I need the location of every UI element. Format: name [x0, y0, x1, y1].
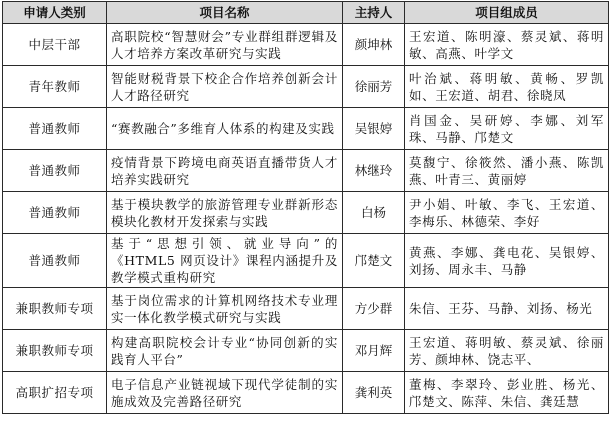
cell-leader: 林继玲 [343, 150, 405, 192]
cell-leader: 颜坤林 [343, 24, 405, 66]
cell-leader: 白杨 [343, 192, 405, 234]
cell-category: 普通教师 [3, 234, 107, 288]
table-row [3, 192, 609, 234]
cell-project: 基于“思想引领、就业导向”的《HTML5 网页设计》课程内涵提升及教学模式重构研究 [107, 234, 343, 288]
cell-category: 兼职教师专项 [3, 330, 107, 372]
table-row [3, 330, 609, 372]
cell-members: 朱信、王芬、马静、刘扬、杨光 [405, 288, 609, 330]
table-row [3, 150, 609, 192]
table-row [3, 288, 609, 330]
cell-members: 王宏道、蒋明敏、蔡灵斌、徐丽芳、颜坤林、饶志平、 [405, 330, 609, 372]
cell-project: 电子信息产业链视域下现代学徒制的实施成效及完善路径研究 [107, 372, 343, 414]
header-project: 项目名称 [107, 2, 343, 24]
cell-project: 基于岗位需求的计算机网络技术专业理实一体化教学模式研究与实践 [107, 288, 343, 330]
project-list-table [2, 1, 609, 414]
cell-category: 普通教师 [3, 150, 107, 192]
cell-leader: 邝楚文 [343, 234, 405, 288]
cell-members: 尹小娟、叶敏、李飞、王宏道、李梅乐、林德荣、李好 [405, 192, 609, 234]
cell-category: 青年教师 [3, 66, 107, 108]
cell-project: 高职院校“智慧财会”专业群组群逻辑及人才培养方案改革研究与实践 [107, 24, 343, 66]
cell-leader: 龚利英 [343, 372, 405, 414]
cell-members: 莫馥宁、徐筱然、潘小燕、陈凯燕、叶青三、黄丽婷 [405, 150, 609, 192]
cell-members: 王宏道、陈明濠、蔡灵斌、蒋明敏、高燕、叶学文 [405, 24, 609, 66]
cell-leader: 吴银婷 [343, 108, 405, 150]
header-leader: 主持人 [343, 2, 405, 24]
cell-members: 黄燕、李娜、龚电花、吴银婷、刘扬、周永丰、马静 [405, 234, 609, 288]
header-members: 项目组成员 [405, 2, 609, 24]
cell-project: 构建高职院校会计专业“协同创新的实践育人平台” [107, 330, 343, 372]
cell-category: 普通教师 [3, 192, 107, 234]
cell-members: 叶治斌、蒋明敏、黄畅、罗凯如、王宏道、胡君、徐晓凤 [405, 66, 609, 108]
cell-leader: 邓月辉 [343, 330, 405, 372]
table-body [3, 24, 609, 414]
table-row [3, 108, 609, 150]
cell-category: 普通教师 [3, 108, 107, 150]
cell-members: 董梅、李翠玲、彭业胜、杨光、邝楚文、陈萍、朱信、龚廷慧 [405, 372, 609, 414]
cell-leader: 徐丽芳 [343, 66, 405, 108]
header-category: 申请人类别 [3, 2, 107, 24]
cell-leader: 方少群 [343, 288, 405, 330]
cell-project: 智能财税背景下校企合作培养创新会计人才路径研究 [107, 66, 343, 108]
cell-members: 肖国金、吴研婷、李娜、刘军珠、马静、邝楚文 [405, 108, 609, 150]
cell-project: “赛教融合”多维育人体系的构建及实践 [107, 108, 343, 150]
table-row [3, 372, 609, 414]
cell-category: 高职扩招专项 [3, 372, 107, 414]
table-row [3, 24, 609, 66]
header-row [3, 2, 609, 24]
cell-project: 基于模块教学的旅游管理专业群新形态模块化教材开发探索与实践 [107, 192, 343, 234]
cell-category: 中层干部 [3, 24, 107, 66]
table-row [3, 234, 609, 288]
table-row [3, 66, 609, 108]
cell-project: 疫情背景下跨境电商英语直播带货人才培养实践研究 [107, 150, 343, 192]
cell-category: 兼职教师专项 [3, 288, 107, 330]
table-header [3, 2, 609, 24]
